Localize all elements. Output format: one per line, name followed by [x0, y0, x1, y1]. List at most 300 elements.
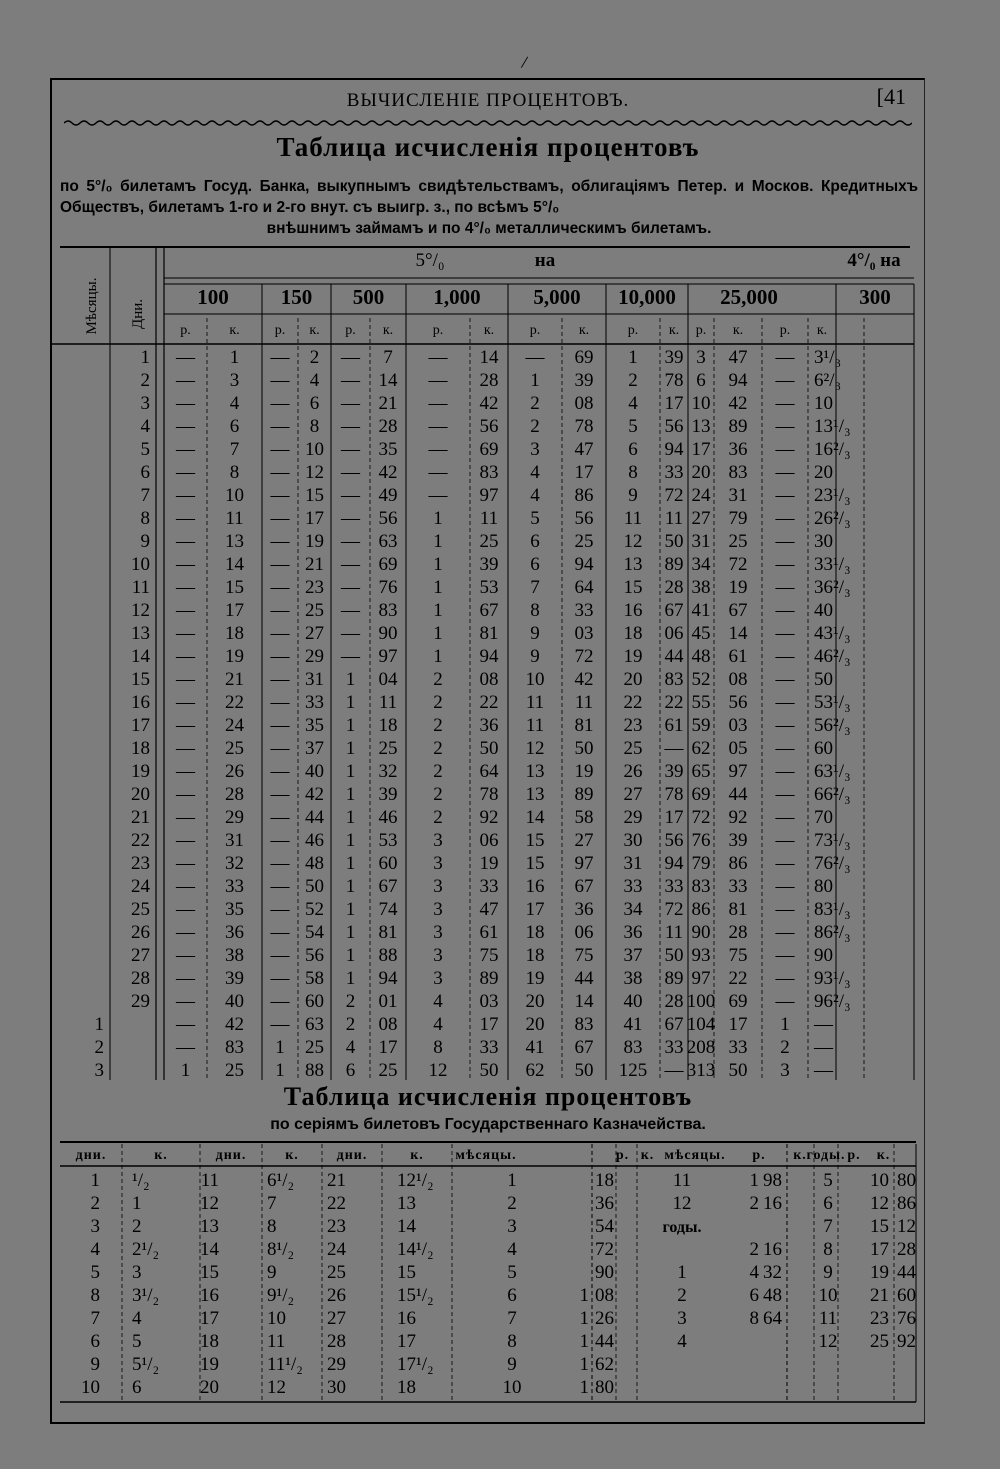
table1-cell: — — [270, 968, 290, 989]
table1-cell: 32 — [225, 853, 244, 874]
table1-cell: 74 — [378, 899, 398, 920]
table2-cell: 44 — [897, 1262, 916, 1283]
table1-cell: 42 — [378, 462, 398, 483]
table1-cell: 11 — [479, 508, 499, 529]
table1-cell: 67 — [664, 600, 684, 621]
table2-cell: 8 — [749, 1308, 759, 1329]
table1-cell: 2 — [530, 416, 540, 437]
table1-cell: 4 — [140, 416, 150, 437]
table1-cell: 42 — [479, 393, 499, 414]
table1-cell: — — [428, 393, 448, 414]
table1-cell: — — [775, 922, 795, 943]
table1-cell: 15 — [225, 577, 244, 598]
page-number: [41 — [876, 84, 906, 109]
table1-cell: — — [775, 485, 795, 506]
rubles-header: р. — [529, 323, 541, 338]
table1-cell: 41 — [525, 1037, 545, 1058]
table2-cell: 22 — [327, 1193, 346, 1214]
table1-cell: — — [270, 485, 290, 506]
table1-cell: 50 — [479, 738, 499, 759]
table2-header: к. — [154, 1148, 168, 1163]
table1-cell: 8 — [530, 600, 540, 621]
table1-subtitle-line-2: Москов. Кредитныхъ Обществъ, билетамъ 1-го и 2-го внут. съ выигр. з., по всѣмъ 5°/₀ — [60, 178, 918, 216]
table1-cell: 81 — [479, 623, 499, 644]
table1-cell: — — [270, 439, 290, 460]
table2-cell: 6 — [132, 1377, 142, 1398]
table1-cell: 6 — [628, 439, 638, 460]
table1-cell: 15 — [305, 485, 324, 506]
table1-cell: 65 — [691, 761, 711, 782]
table1-cell: 42 — [728, 393, 748, 414]
table1-cell: 44 — [728, 784, 748, 805]
table2-cell: 12 — [870, 1193, 889, 1214]
table1-cell: 67 — [664, 1014, 684, 1035]
table1-cell: — — [775, 991, 795, 1012]
amount-header-300: 300 — [859, 285, 891, 309]
table1-cell: 23 — [623, 715, 643, 736]
table2-cell: 15¹/₂ — [397, 1285, 434, 1306]
table1-cell: 76 — [691, 830, 711, 851]
table1-cell: — — [341, 623, 360, 644]
table2-cell: 98 — [763, 1170, 782, 1191]
table1-cell: 2 — [433, 669, 443, 690]
table1-cell: 83¹/₃ — [814, 899, 851, 920]
table1-cell: 39 — [574, 370, 594, 391]
table2-cell: 32 — [763, 1262, 782, 1283]
table1-cell: 44 — [664, 646, 684, 667]
table1-cell: 19 — [525, 968, 545, 989]
table1-cell: 2 — [628, 370, 638, 391]
table1-cell: — — [176, 600, 195, 621]
table1-cell: — — [428, 347, 448, 368]
table1-subtitle-line-1: по 5°/₀ билетамъ Госуд. Банка, выкупнымъ свидѣтельствамъ, облигаціямъ Петер. и — [60, 178, 745, 195]
table1-cell: 42 — [305, 784, 324, 805]
table1-cell: 39 — [664, 347, 684, 368]
table1-cell: 31 — [623, 853, 643, 874]
table1-cell: 94 — [728, 370, 748, 391]
table2-cell: 12 — [818, 1331, 838, 1352]
table1-cell: 29 — [225, 807, 244, 828]
table1-cell: 3 — [433, 899, 443, 920]
table1-cell: 41 — [623, 1014, 643, 1035]
table2-cell: 14¹/₂ — [397, 1239, 434, 1260]
table1-cell: 38 — [225, 945, 244, 966]
table1-cell: 33 — [574, 600, 594, 621]
table1-cell: 39 — [728, 830, 748, 851]
interest-table-treasury — [52, 1140, 924, 1422]
table1-cell: 83 — [691, 876, 711, 897]
table1-cell: — — [270, 1014, 290, 1035]
table1-cell: 44 — [305, 807, 324, 828]
table1-cell: — — [775, 899, 795, 920]
table1-cell: 37 — [305, 738, 324, 759]
table1-cell: — — [270, 715, 290, 736]
table1-cell: 2 — [433, 807, 443, 828]
table1-cell: 78 — [664, 784, 684, 805]
table1-cell: 75 — [728, 945, 748, 966]
table1-cell: 56²/₃ — [814, 715, 851, 736]
table1-cell: 49 — [378, 485, 398, 506]
table1-cell: 18 — [378, 715, 398, 736]
table1-cell: 86 — [691, 899, 711, 920]
table1-cell: 25 — [479, 531, 499, 552]
table1-cell: — — [341, 370, 360, 391]
table2-cell: 5 — [507, 1262, 517, 1283]
table2-cell: 7 — [823, 1216, 833, 1237]
table2-cell: 1 — [749, 1170, 759, 1191]
table1-cell: — — [176, 577, 195, 598]
rubles-header: р. — [180, 323, 191, 338]
table1-cell: — — [270, 738, 290, 759]
table1-cell: — — [775, 853, 795, 874]
table2-cell: 8 — [267, 1216, 277, 1237]
table2-cell: 60 — [897, 1285, 916, 1306]
table2-cell: 36 — [595, 1193, 614, 1214]
table1-cell: 29 — [131, 991, 150, 1012]
table2-cell: 28 — [897, 1239, 916, 1260]
table1-cell: — — [775, 370, 795, 391]
table1-cell: — — [176, 1014, 195, 1035]
table1-cell: 06 — [479, 830, 499, 851]
table2-header: к. — [876, 1148, 891, 1163]
table1-cell: 12 — [525, 738, 545, 759]
table1-cell: 31 — [691, 531, 711, 552]
table1-cell: 83 — [378, 600, 398, 621]
table1-cell: 60 — [814, 738, 833, 759]
table2-cell: 11 — [818, 1308, 838, 1329]
table1-cell: 25 — [225, 738, 244, 759]
table1-cell: — — [270, 922, 290, 943]
table1-cell: 8 — [309, 416, 320, 437]
table1-cell: 40 — [225, 991, 244, 1012]
table2-cell: 16 — [200, 1285, 219, 1306]
table2-cell: 2¹/₂ — [132, 1239, 160, 1260]
table1-cell: 94 — [574, 554, 594, 575]
table2-cell: 12 — [672, 1193, 692, 1214]
table2-cell: 1 — [579, 1354, 589, 1375]
table2-cell: 54 — [595, 1216, 614, 1237]
table1-cell: — — [270, 945, 290, 966]
table1-cell: 1 — [433, 623, 443, 644]
table2-cell: 25 — [327, 1262, 346, 1283]
table1-cell: 24 — [225, 715, 244, 736]
table2-cell: 4 — [677, 1331, 687, 1352]
table2-cell: 12¹/₂ — [397, 1170, 434, 1191]
table1-cell: 78 — [574, 416, 594, 437]
table1-cell: 3 — [140, 393, 150, 414]
table1-cell: 17 — [225, 600, 244, 621]
table1-cell: 19 — [623, 646, 643, 667]
table1-cell: 81 — [378, 922, 398, 943]
table1-cell: — — [775, 623, 795, 644]
kopecks-header: к. — [732, 323, 744, 338]
table1-cell: 67 — [574, 876, 594, 897]
table1-cell: 80 — [814, 876, 833, 897]
table1-cell: 8 — [229, 462, 240, 483]
table1-cell: 2 — [433, 761, 443, 782]
table1-cell: 22 — [479, 692, 499, 713]
table1-cell: 31 — [305, 669, 324, 690]
table1-cell: — — [176, 1037, 195, 1058]
table1-cell: 72 — [664, 899, 684, 920]
table1-cell: 62 — [691, 738, 711, 759]
table1-cell: 26²/₃ — [814, 508, 851, 529]
table1-cell: 1 — [345, 669, 356, 690]
table1-cell: 26 — [623, 761, 643, 782]
table2-cell: 23 — [327, 1216, 346, 1237]
table1-cell: 94 — [378, 968, 398, 989]
table2-cell: 2 — [507, 1193, 517, 1214]
table1-cell: 44 — [574, 968, 594, 989]
table1-cell: 17 — [479, 1014, 499, 1035]
table1-cell: 1 — [94, 1014, 104, 1035]
table1-cell: — — [270, 692, 290, 713]
table1-cell: — — [775, 462, 795, 483]
table1-cell: — — [270, 784, 290, 805]
table2-cell: 11 — [200, 1170, 219, 1191]
table1-cell: 29 — [305, 646, 324, 667]
table1-cell: 28 — [225, 784, 244, 805]
table1-cell: — — [176, 876, 195, 897]
table1-cell: — — [176, 922, 195, 943]
table1-cell: — — [270, 807, 290, 828]
rubles-header: р. — [627, 323, 639, 338]
table1-cell: — — [775, 600, 795, 621]
table2-cell: 76 — [897, 1308, 916, 1329]
table1-subtitle-line-3: внѣшнимъ займамъ и по 4°/₀ металлическимъ билетамъ. — [266, 220, 712, 237]
table1-cell: 33 — [664, 1037, 684, 1058]
table1-cell: 22 — [623, 692, 643, 713]
table1-cell: 10 — [305, 439, 324, 460]
table1-cell: 58 — [305, 968, 324, 989]
table2-cell: 7 — [90, 1308, 100, 1329]
table1-cell: 97 — [691, 968, 711, 989]
table2-cell: 3 — [507, 1216, 517, 1237]
table2-cell: 14 — [200, 1239, 219, 1260]
table1-cell: 56 — [479, 416, 499, 437]
table1-cell: 6 — [309, 393, 320, 414]
table1-cell: — — [341, 462, 360, 483]
table2-cell: 9 — [267, 1262, 277, 1283]
table1-cell: — — [814, 1014, 833, 1035]
table1-cell: 67 — [378, 876, 398, 897]
table1-cell: 2 — [345, 991, 356, 1012]
table1-cell: 52 — [691, 669, 711, 690]
table2-cell: 2 — [749, 1239, 759, 1260]
table1-cell: 25 — [378, 1060, 398, 1080]
table1-cell: 22 — [131, 830, 150, 851]
table1-cell: 27 — [131, 945, 150, 966]
table1-cell: 18 — [525, 922, 545, 943]
table1-cell: 76 — [378, 577, 398, 598]
table1-cell: — — [270, 853, 290, 874]
table1-cell: 21 — [131, 807, 150, 828]
table1-cell: 9 — [628, 485, 638, 506]
table1-cell: 56 — [664, 830, 684, 851]
table1-cell: — — [176, 807, 195, 828]
table1-cell: 3 — [780, 1060, 790, 1080]
table1-cell: 2 — [433, 738, 443, 759]
table1-cell: 01 — [378, 991, 398, 1012]
table2-cell: 18 — [595, 1170, 614, 1191]
rubles-header: р. — [432, 323, 444, 338]
table2-cell: 21 — [327, 1170, 346, 1191]
table2-cell: 23 — [870, 1308, 889, 1329]
table1-cell: 2 — [530, 393, 540, 414]
table1-cell: 83 — [664, 669, 684, 690]
table1-cell: 89 — [728, 416, 748, 437]
table1-cell: 6²/₃ — [814, 370, 842, 391]
table1-cell: 72 — [728, 554, 748, 575]
table1-cell: — — [270, 577, 290, 598]
table2-cell: 18 — [397, 1377, 416, 1398]
table1-cell: 8 — [628, 462, 638, 483]
table2-header: дни. — [336, 1148, 368, 1163]
table2-header: к. — [285, 1148, 299, 1163]
table1-cell: — — [341, 347, 360, 368]
table1-cell: 4 — [530, 462, 540, 483]
table1-cell: 63¹/₃ — [814, 761, 851, 782]
table1-cell: — — [664, 738, 684, 759]
table1-cell: 11 — [525, 692, 545, 713]
table1-cell: 28 — [664, 991, 684, 1012]
table1-cell: — — [176, 554, 195, 575]
table2-cell: 5 — [823, 1170, 833, 1191]
table2-cell: 10 — [818, 1285, 838, 1306]
table2-cell: 8 — [507, 1331, 517, 1352]
table1-cell: 48 — [305, 853, 324, 874]
table1-cell: 12 — [131, 600, 150, 621]
table1-cell: 9 — [530, 646, 540, 667]
table1-cell: 1 — [345, 761, 356, 782]
table2-cell: 16 — [397, 1308, 416, 1329]
table1-cell: — — [775, 830, 795, 851]
table1-cell: 63 — [378, 531, 398, 552]
table1-cell: 28 — [378, 416, 398, 437]
table1-cell: 48 — [691, 646, 711, 667]
table1-cell: 67 — [728, 600, 748, 621]
table1-cell: — — [176, 853, 195, 874]
stray-mark: / — [520, 51, 530, 73]
table1-cell: 1 — [275, 1060, 285, 1080]
table2-cell: 1 — [579, 1285, 589, 1306]
table1-cell: 50 — [664, 945, 684, 966]
table2-header: годы. — [806, 1148, 846, 1163]
table1-cell: — — [775, 646, 795, 667]
table1-cell: 1 — [140, 347, 150, 368]
table2-cell: 8¹/₂ — [267, 1239, 295, 1260]
table1-cell: 50 — [574, 738, 594, 759]
table1-cell: 69 — [378, 554, 398, 575]
table2-cell: 25 — [870, 1331, 889, 1352]
table1-cell: 55 — [691, 692, 711, 713]
table2-header: к. — [793, 1148, 807, 1163]
table2-cell: 9 — [507, 1354, 517, 1375]
table1-cell: 3 — [433, 968, 443, 989]
table2-cell: 2 — [132, 1216, 142, 1237]
table1-cell: 3 — [433, 853, 443, 874]
table2-cell: 7 — [267, 1193, 277, 1214]
table1-cell: 3 — [433, 830, 443, 851]
table1-cell: — — [775, 439, 795, 460]
table1-cell: 33 — [623, 876, 643, 897]
table1-cell: — — [270, 554, 290, 575]
table1-cell: 5 — [628, 416, 638, 437]
table1-cell: — — [775, 577, 795, 598]
table1-cell: 9 — [140, 531, 150, 552]
amount-header-1000: 1,000 — [433, 285, 481, 309]
table1-cell: 58 — [574, 807, 594, 828]
table1-cell: 39 — [225, 968, 244, 989]
table1-cell: 313 — [686, 1060, 716, 1080]
table1-cell: 12 — [305, 462, 324, 483]
table1-cell: 11 — [623, 508, 643, 529]
table2-cell: 86 — [897, 1193, 916, 1214]
table1-cell: 15 — [623, 577, 643, 598]
table1-cell: 27 — [691, 508, 711, 529]
table2-cell: 10 — [502, 1377, 522, 1398]
table1-cell: — — [270, 623, 290, 644]
document-page — [50, 78, 925, 1424]
table1-cell: 72 — [574, 646, 594, 667]
table1-cell: 50 — [574, 1060, 594, 1080]
table1-cell: 13 — [525, 784, 545, 805]
table1-cell: — — [270, 347, 290, 368]
table1-cell: 23 — [305, 577, 324, 598]
table1-cell: 81 — [574, 715, 594, 736]
table1-cell: 33 — [664, 462, 684, 483]
table1-cell: 2 — [309, 347, 320, 368]
table1-cell: 33 — [664, 876, 684, 897]
table1-cell: 06 — [664, 623, 684, 644]
table2-header: р. — [847, 1148, 861, 1163]
table2-cell: 17 — [200, 1308, 219, 1329]
table1-cell: 23 — [131, 853, 150, 874]
table1-cell: 42 — [225, 1014, 244, 1035]
table1-cell: 66²/₃ — [814, 784, 851, 805]
table1-cell: 56 — [378, 508, 398, 529]
table2-cell: 1 — [579, 1377, 589, 1398]
amount-header-25000: 25,000 — [720, 285, 778, 309]
table1-cell: 2 — [94, 1037, 104, 1058]
table2-cell: 19 — [870, 1262, 889, 1283]
table1-cell: 10 — [225, 485, 244, 506]
table1-cell: 104 — [686, 1014, 716, 1035]
table2-cell: 12 — [267, 1377, 286, 1398]
wavy-divider — [64, 118, 912, 128]
table1-cell: 19 — [225, 646, 244, 667]
table1-cell: — — [176, 508, 195, 529]
table2-cell: 1 — [579, 1331, 589, 1352]
table1-cell: 11 — [131, 577, 150, 598]
table1-cell: 67 — [574, 1037, 594, 1058]
table1-cell: 14 — [525, 807, 545, 828]
table1-cell: 22 — [225, 692, 244, 713]
table1-cell: 34 — [623, 899, 643, 920]
table2-cell: 15 — [870, 1216, 889, 1237]
table1-cell: 83 — [728, 462, 748, 483]
table1-cell: 60 — [305, 991, 324, 1012]
table2-cell: 18 — [200, 1331, 219, 1352]
table1-cell: 83 — [574, 1014, 594, 1035]
table2-cell: 92 — [897, 1331, 916, 1352]
table1-cell: 14 — [479, 347, 499, 368]
table1-cell: 94 — [664, 439, 684, 460]
table1-cell: 31 — [728, 485, 748, 506]
table1-cell: — — [341, 485, 360, 506]
table2-cell: 3 — [132, 1262, 142, 1283]
table1-cell: 3 — [433, 876, 443, 897]
